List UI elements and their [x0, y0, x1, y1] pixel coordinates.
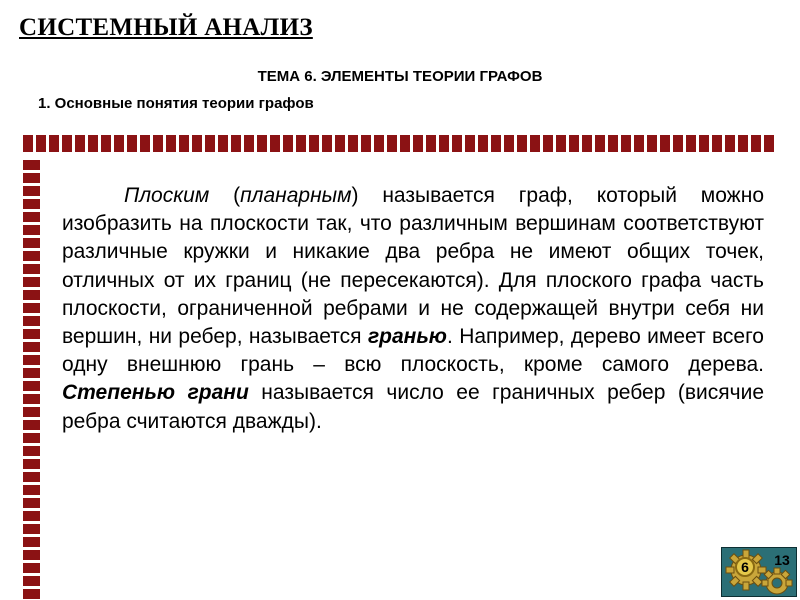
text-fragment: . Например, дерево имеет всего одну внешнюю грань – всю плоскость, кроме самого дерева.	[62, 325, 764, 377]
slide-number-badge	[721, 547, 797, 597]
course-title: СИСТЕМНЫЙ АНАЛИЗ	[19, 14, 313, 41]
gear-icon	[760, 566, 794, 598]
term-planar-alt: планарным	[240, 184, 352, 207]
page-number: 13	[774, 552, 790, 568]
vertical-decorative-stripe	[23, 160, 40, 600]
text-fragment: ) называется граф, который можно изобразить на плоскости так, что различным вершинам соответствуют различные кружки и никакие два ребра не имеют общих точек, отличных от их границ (не пересекаются). Для плоского графа часть плоскости, ограниченной ребрами и не содержащей внутри себя ни вершин, ни ребер, называется	[62, 184, 764, 349]
term-face-degree: Степенью грани	[62, 381, 249, 405]
text-fragment: (	[209, 184, 241, 207]
section-title: 1. Основные понятия теории графов	[38, 95, 314, 112]
text-fragment: называется число ее граничных ребер (висячие ребра считаются дважды).	[62, 381, 764, 433]
definition-paragraph	[62, 182, 764, 436]
term-planar: Плоским	[124, 184, 210, 207]
term-face: гранью	[367, 325, 447, 349]
topic-title: ТЕМА 6. ЭЛЕМЕНТЫ ТЕОРИИ ГРАФОВ	[257, 68, 543, 85]
topic-number: 6	[735, 557, 755, 577]
horizontal-decorative-stripe	[23, 135, 777, 152]
